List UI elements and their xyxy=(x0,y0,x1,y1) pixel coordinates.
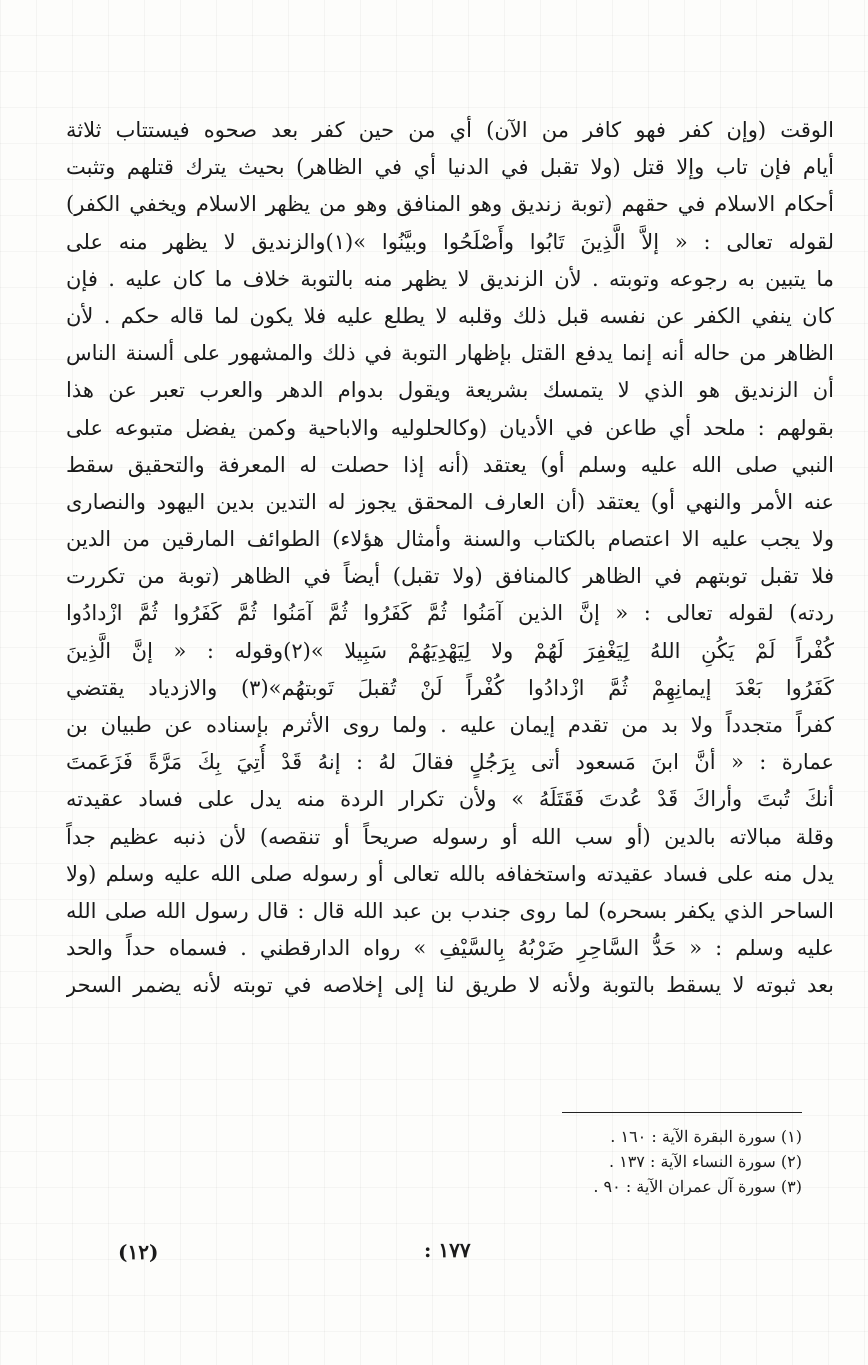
text-line: كان ينفي الكفر عن نفسه قبل ذلك وقلبه لا يطلع عليه فلا يكون لما قاله حكم . لأن xyxy=(66,303,834,328)
text-line: ردته) لقوله تعالى : « إنَّ الذين آمَنُوا ثُمَّ كَفَرُوا ثُمَّ آمَنُوا ثُمَّ كَفَرُوا ثُمَّ ازْدادُوا xyxy=(66,601,834,626)
text-line: كفراً متجدداً ولا بد من تقدم إيمان عليه . ولما روى الأثرم بإسناده عن طبيان بن xyxy=(66,713,834,737)
text-line: يدل منه على فساد عقيدته واستخفافه بالله تعالى أو رسوله صلى الله عليه وسلم (ولا xyxy=(66,861,834,886)
text-line: لقوله تعالى : « إلاَّ الَّذِينَ تَابُوا وأَصْلَحُوا وبيَّنُوا »(١)والزنديق لا يظهر منه على xyxy=(66,229,834,254)
text-line: فلا تقبل توبتهم في الظاهر كالمنافق (ولا تقبل) أيضاً في الظاهر (توبة من تكررت xyxy=(66,564,834,589)
text-line: عمارة : « أنَّ ابنَ مَسعود أتى بِرَجُلٍ فقالَ لهُ : إنهُ قَدْ أُتِيَ بِكَ مَرَّةً فَزَعَمتَ xyxy=(66,750,834,775)
text-line: الظاهر من حاله أنه إنما يدفع القتل بإظهار التوبة في ذلك والمشهور على ألسنة الناس xyxy=(66,341,834,366)
page-number: ١٧٧ : xyxy=(424,1238,471,1262)
text-line: بقولهم : ملحد أي طاعن في الأديان (وكالحلوليه والاباحية وكمن يفضل متبوعه على xyxy=(66,415,834,440)
footnote: (٢) سورة النساء الآية : ١٣٧ . xyxy=(608,1152,802,1171)
footnote-divider xyxy=(562,1112,802,1113)
text-line: الوقت (وإن كفر فهو كافر من الآن) أي من حين كفر بعد صحوه فيستتاب ثلاثة xyxy=(66,118,834,142)
text-line: النبي صلى الله عليه وسلم أو) يعتقد (أنه إذا حصلت له المعرفة والتحقيق سقط xyxy=(66,452,834,477)
main-text-block xyxy=(66,112,834,1005)
text-line: أن الزنديق هو الذي لا يتمسك بشريعة ويقول بدوام الدهر والعرب تعبر عن هذا xyxy=(66,378,834,403)
footnote: (١) سورة البقرة الآية : ١٦٠ . xyxy=(610,1127,802,1146)
text-line: أنكَ تُبتَ وأراكَ قَدْ عُدتَ فَقَتَلَهُ » ولأن تكرار الردة منه يدل على فساد عقيدته xyxy=(66,787,834,812)
footnote: (٣) سورة آل عمران الآية : ٩٠ . xyxy=(593,1177,802,1196)
text-line: عليه وسلم : « حَدُّ السَّاحِرِ ضَرْبُهُ بِالسَّيْفِ » رواه الدارقطني . فسماه حداً والحد xyxy=(66,936,834,961)
signature-mark: (١٢) xyxy=(118,1240,159,1264)
text-line: كُفْراً لَمْ يَكُنِ اللهُ لِيَغْفِرَ لَهُمْ ولا لِيَهْدِيَهُمْ سَبِيلا »(٢)وقوله : « إنَّ الَّذِينَ xyxy=(66,638,834,663)
text-line: عنه الأمر والنهي أو) يعتقد (أن العارف المحقق يجوز له التدين بدين اليهود والنصارى xyxy=(66,489,834,514)
text-line: بعد ثبوته لا يسقط بالتوبة ولأنه لا طريق لنا إلى إخلاصه في توبته لأنه يضمر السحر xyxy=(66,973,834,998)
text-line: أحكام الاسلام في حقهم (توبة زنديق وهو المنافق وهو من يظهر الاسلام ويخفي الكفر) xyxy=(66,192,834,217)
text-line: ما يتبين به رجوعه وتوبته . لأن الزنديق لا يظهر منه بالتوبة خلاف ما كان عليه . فإن xyxy=(66,266,834,291)
text-line: وقلة مبالاته بالدين (أو سب الله أو رسوله صريحاً أو تنقصه) لأن ذنبه عظيم جداً xyxy=(66,824,834,849)
text-line: ولا يجب عليه الا اعتصام بالكتاب والسنة وأمثال هؤلاء) الطوائف المارقين من الدين xyxy=(66,527,834,552)
text-line: الساحر الذي يكفر بسحره) لما روى جندب بن عبد الله قال : قال رسول الله صلى الله xyxy=(66,898,834,923)
footnotes-block xyxy=(402,1124,802,1199)
text-line: أيام فإن تاب وإلا قتل (ولا تقبل في الدنيا أي في الظاهر) بحيث يترك قتلهم وتثبت xyxy=(66,155,834,180)
text-line: كَفَرُوا بَعْدَ إيمانِهِمْ ثُمَّ ازْدادُوا كُفْراً لَنْ تُقبلَ تَوبتهُم»(٣) والازدياد يقتضي xyxy=(66,675,834,700)
